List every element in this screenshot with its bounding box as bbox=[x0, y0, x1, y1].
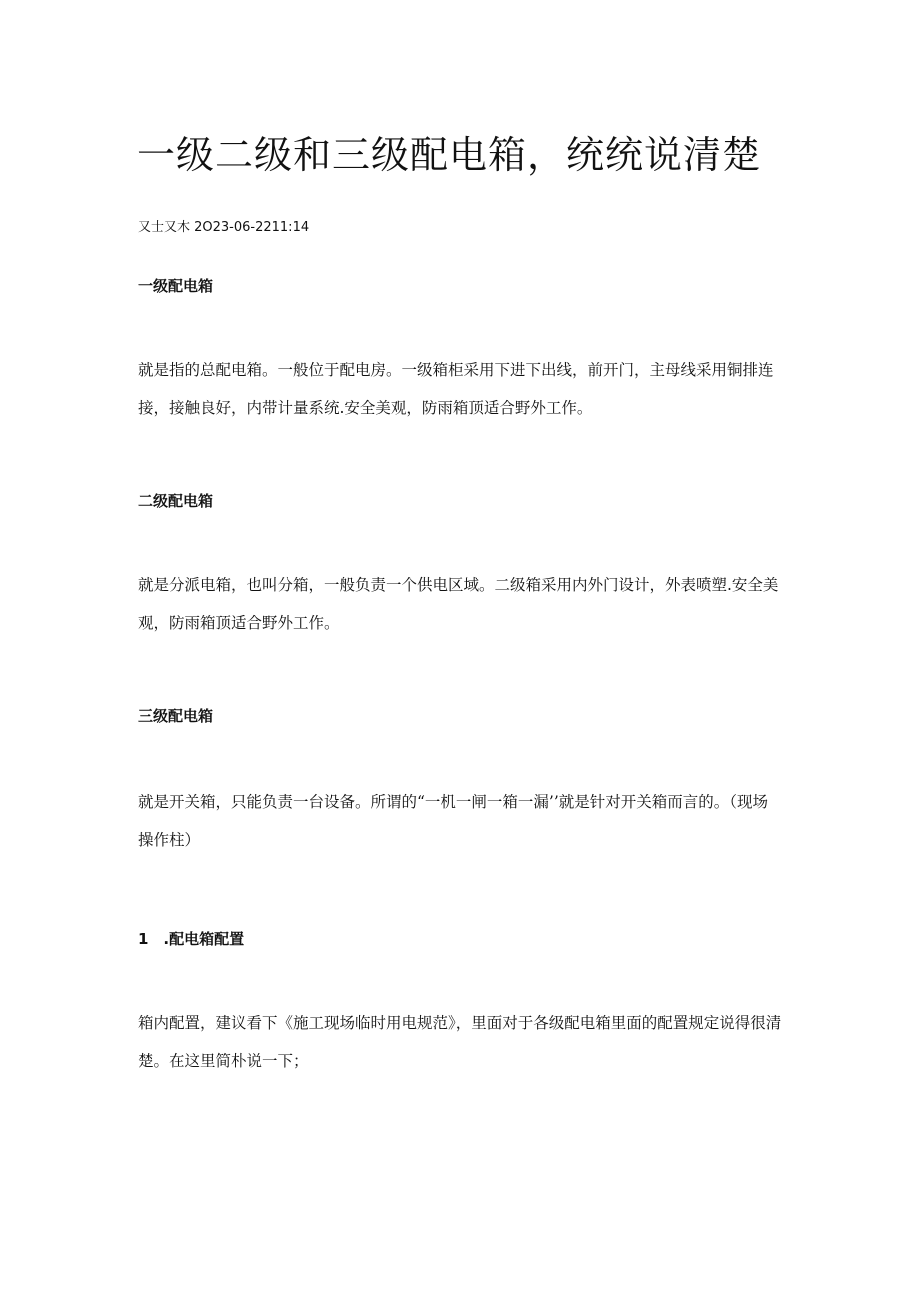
article-byline: 又士又木 2O23-06-2211:14 bbox=[138, 220, 310, 235]
section-heading-secondary-box: 二级配电箱 bbox=[138, 492, 214, 510]
section-body-primary-box: 就是指的总配电箱。一般位于配电房。一级箱柜采用下进下出线，前开门，主母线采用铜排连接，接触良好，内带计量系统.安全美观，防雨箱顶适合野外工作。 bbox=[138, 361, 774, 417]
section-body-secondary-box: 就是分派电箱，也叫分箱，一般负责一个供电区域。二级箱采用内外门设计，外表喷塑.安全美观，防雨箱顶适合野外工作。 bbox=[138, 576, 779, 632]
article-title: 一级二级和三级配电箱，统统说清楚 bbox=[137, 133, 762, 177]
section-heading-primary-box: 一级配电箱 bbox=[138, 277, 214, 295]
section-heading-box-configuration: 1 .配电箱配置 bbox=[138, 930, 245, 948]
section-heading-tertiary-box: 三级配电箱 bbox=[138, 707, 214, 725]
section-body-box-configuration: 箱内配置，建议看下《施工现场临时用电规范》，里面对于各级配电箱里面的配置规定说得很清楚。在这里简朴说一下； bbox=[138, 1014, 782, 1070]
section-body-tertiary-box: 就是开关箱，只能负责一台设备。所谓的“一机一闸一箱一漏’’就是针对开关箱而言的。（现场操作柱） bbox=[138, 793, 769, 849]
